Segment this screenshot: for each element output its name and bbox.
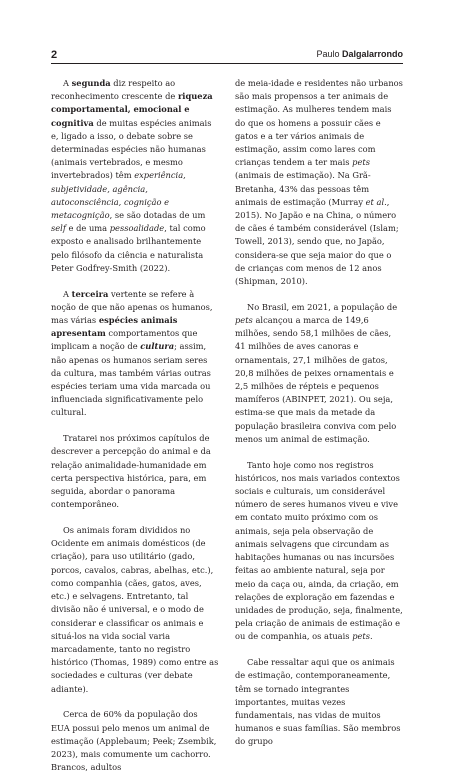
text-run: A xyxy=(63,288,72,299)
italic-run: cultura xyxy=(140,341,175,352)
paragraph-eua: Cerca de 60% da população dos EUA possui pelo menos um animal de estimação (Applebaum; Peek; Zsembik, 2023), mais comumente um cachorro. Brancos, adultos xyxy=(51,709,217,773)
text-run: vertente se refere à noção de que não apenas os humanos, mas várias xyxy=(51,288,213,326)
text-run: A xyxy=(63,78,72,88)
running-head xyxy=(316,49,403,59)
text-run: , 2015). No Japão e na China, o número de cães é também considerável (Islam; Towell, 2013), sendo que, no Japão, considera-se que seja maior do que o de crianças com menos de 12 anos (Shipman, 2010). xyxy=(235,196,399,287)
right-column xyxy=(235,77,403,749)
italic-run: experiência, subjetividade, agência, autoconsciência, cognição e metacognição xyxy=(51,170,186,221)
text-run: de meia-idade e residentes não urbanos são mais propensos a ter animais de estimação. As mulheres tendem mais do que os homens a possuir cães e gatos e a ter vários animais de estimação, assim como lares com crianças tendem a ter mais xyxy=(235,78,403,168)
text-run: ; assim, não apenas os humanos seriam seres da cultura, mas também várias outras espécies teriam uma vida marcada ou influenciada significativamente pelo cultural. xyxy=(51,341,211,418)
text-run: e de uma xyxy=(65,223,110,234)
text-run: de muitas espécies animais e, ligado a isso, o debate sobre se determinadas espécies não humanas (animais vertebrados, e mesmo invertebrados) têm xyxy=(51,117,212,181)
paragraph-continuation xyxy=(235,77,403,288)
italic-run: et al. xyxy=(365,196,387,207)
left-column xyxy=(51,77,219,774)
bold-run: riqueza comportamental, emocional e cognitiva xyxy=(51,91,213,128)
paragraph-cabe-ressaltar: Cabe ressaltar aqui que os animais de estimação, contemporaneamente, têm se tornado integrantes importantes, muitas vezes fundamentais, nas vidas de muitos humanos e suas famílias. São membros do grupo xyxy=(235,657,401,747)
author-last-name: Dalgalarrondo xyxy=(341,49,403,59)
text-run: . xyxy=(370,631,373,642)
text-run: alcançou a marca de 149,6 milhões, sendo 58,1 milhões de cães, 41 milhões de aves canoras e ornamentais, 27,1 milhões de gatos, 20,8 milhões de peixes ornamentais e 2,5 milhões de répteis e pequenos mamíferos (ABINPET, 2021). Ou seja, estima-se que mais da metade da população brasileira conviva com pelo menos um animal de estimação. xyxy=(235,315,397,444)
paragraph-tratarei: Tratarei nos próximos capítulos de descrever a percepção do animal e da relação animalidade-humanidade em certa perspectiva histórica, para, em seguida, abordar o panorama contemporâneo. xyxy=(51,433,211,510)
text-run: , se são dotadas de um xyxy=(109,210,206,221)
italic-run: pets xyxy=(352,631,371,642)
text-run: comportamentos que implicam a noção de xyxy=(51,328,198,352)
author-first-name: Paulo xyxy=(316,49,340,59)
bold-run: terceira xyxy=(71,288,109,299)
header-rule xyxy=(51,63,403,64)
paragraph-terceira xyxy=(51,288,219,420)
text-run: No Brasil, em 2021, a população de xyxy=(247,301,398,312)
paragraph-animais-divididos: Os animais foram divididos no Ocidente em animais domésticos (de criação), para uso utilitário (gado, porcos, cavalos, cabras, abelhas, etc.), como companhia (cães, gatos, aves, etc.) e selvagens. Entretanto, tal divisão não é universal, e o modo de considerar e classificar os animais e situá-los na vida social varia marcadamente, tanto no registro histórico (Thomas, 1989) como entre as sociedades e culturas (ver debate adiante). xyxy=(51,525,219,694)
italic-run: pets xyxy=(352,157,370,168)
text-run: Tanto hoje como nos registros históricos, nos mais variados contextos sociais e culturais, um considerável número de seres humanos viveu e vive em contato muito próximo com os animais, seja pela observação de animais selvagens que circundam as habitações humanas ou nas incursões feitas ao ambiente natural, seja por meio da caça ou, ainda, da criação, em relações de exploração em fazendas e unidades de produção, seja, finalmente, pela criação de animais de estimação e ou de companhia, os atuais xyxy=(235,459,403,642)
paragraph-segunda xyxy=(51,77,219,275)
bold-run: espécies animais apresentam xyxy=(51,315,178,339)
text-run: diz respeito ao reconhecimento crescente de xyxy=(51,78,178,102)
italic-run: self xyxy=(51,223,66,234)
italic-run: pets xyxy=(235,315,253,326)
bold-run: segunda xyxy=(71,78,111,88)
paragraph-tanto-hoje xyxy=(235,459,403,644)
text-run: (animais de estimação). Na Grã-Bretanha, 43% das pessoas têm animais de estimação (Murray xyxy=(235,170,371,207)
bold-italic-run xyxy=(140,341,174,351)
paragraph-brasil xyxy=(235,301,403,446)
text-run: , tal como exposto e analisado brilhantemente pelo filósofo da ciência e naturalista Peter Godfrey-Smith (2022). xyxy=(51,223,206,273)
page-number: 2 xyxy=(51,49,58,61)
italic-run: pessoalidade xyxy=(109,223,165,234)
